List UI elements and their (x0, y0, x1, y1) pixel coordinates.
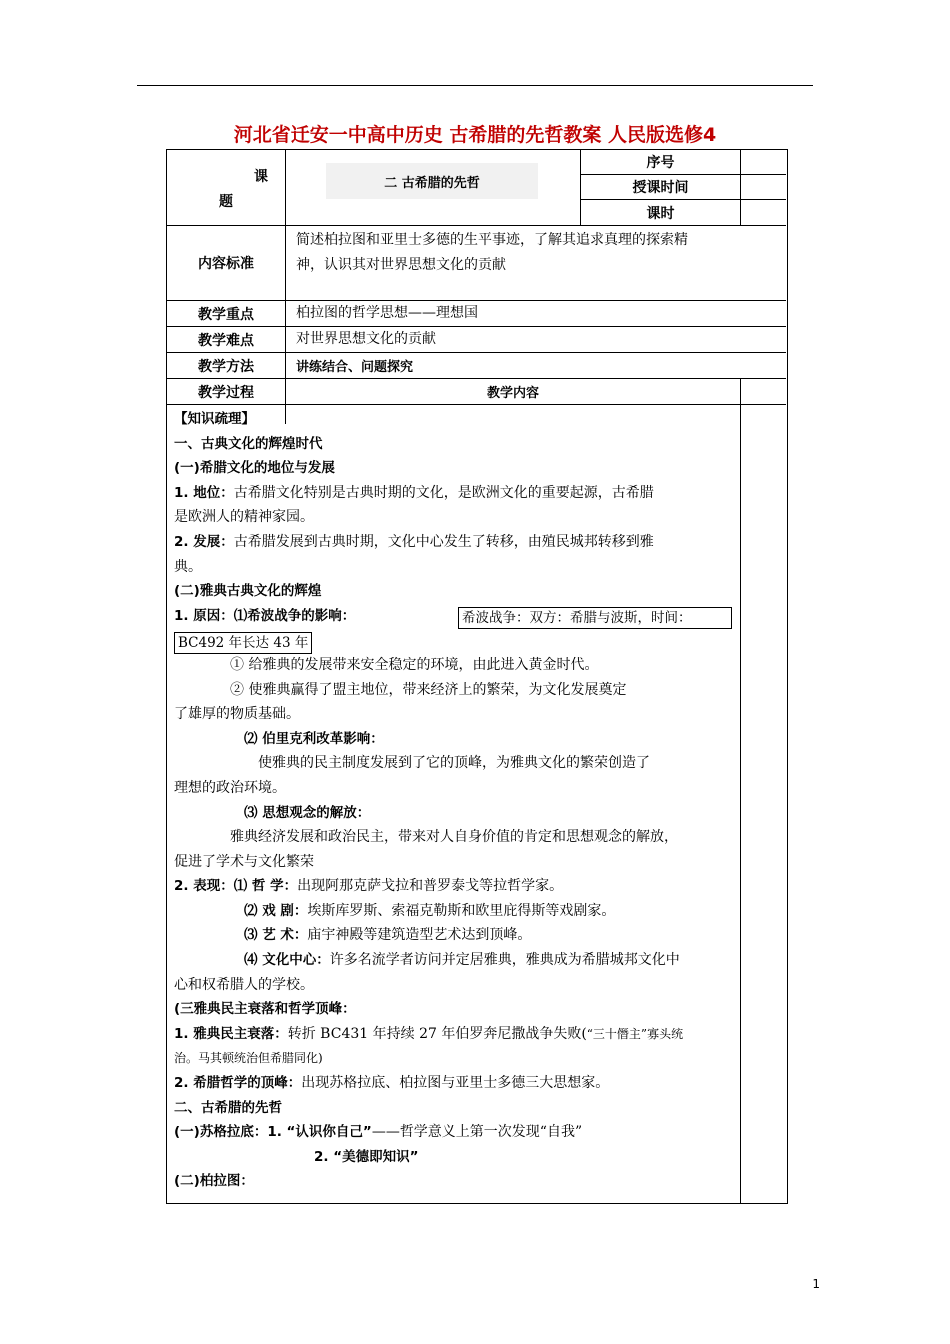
heading-classical-era: 一、古典文化的辉煌时代 (174, 435, 323, 452)
lesson-time-label: 授课时间 (632, 180, 689, 196)
lesson-title: 二 古希腊的先哲 (384, 175, 480, 191)
text-line: 了雄厚的物质基础。 (174, 706, 300, 723)
greco-persian-war-note: 希波战争：双方：希腊与波斯，时间： (458, 607, 732, 629)
teaching-difficulty-text: 对世界思想文化的贡献 (296, 331, 436, 347)
text-line: 2. 希腊哲学的顶峰：出现苏格拉底、柏拉图与亚里士多德三大思想家。 (174, 1075, 610, 1092)
content-standard-label: 内容标准 (198, 256, 254, 272)
text-line: 2. 表现：⑴ 哲 学：出现阿那克萨戈拉和普罗泰戈等拉哲学家。 (174, 878, 564, 895)
teaching-difficulty-label: 教学难点 (198, 332, 254, 349)
text-line: 2. 发展：古希腊发展到古典时期，文化中心发生了转移，由殖民城邦转移到雅 (174, 533, 654, 550)
ti-label: 题 (219, 194, 233, 210)
teaching-process-body (174, 407, 738, 1194)
teaching-content-heading: 教学内容 (486, 386, 539, 401)
heading-thought-liberation: ⑶ 思想观念的解放： (244, 804, 371, 821)
text-line: 典。 (174, 558, 202, 575)
teaching-process-label: 教学过程 (198, 384, 254, 401)
heading-greek-sages: 二、古希腊的先哲 (174, 1099, 282, 1116)
text-line: ① 给雅典的发展带来安全稳定的环境，由此进入黄金时代。 (230, 656, 599, 673)
teaching-method-text: 讲练结合、问题探究 (296, 360, 414, 375)
teaching-focus-label: 教学重点 (198, 306, 254, 323)
text-line: ⑵ 戏 剧：埃斯库罗斯、索福克勒斯和欧里庇得斯等戏剧家。 (244, 902, 616, 919)
heading-pericles-reform: ⑵ 伯里克利改革影响： (244, 730, 384, 747)
teaching-focus-text: 柏拉图的哲学思想——理想国 (296, 305, 478, 321)
text-line: 2. “美德即知识” (314, 1148, 419, 1165)
page-number: 1 (812, 1277, 820, 1291)
section-knowledge-review: 【知识疏理】 (174, 411, 255, 427)
text-line: 促进了学术与文化繁荣 (174, 853, 314, 870)
text-line: 使雅典的民主制度发展到了它的顶峰，为雅典文化的繁荣创造了 (258, 755, 650, 772)
text-line: ⑷ 文化中心：许多名流学者访问并定居雅典，雅典成为希腊城邦文化中 (244, 952, 680, 969)
text-line: 1. 雅典民主衰落：转折 BC431 年持续 27 年伯罗奔尼撒战争失败(“三十僭主”寡头统 (174, 1025, 684, 1042)
greco-persian-war-note-duration: BC492 年长达 43 年 (174, 632, 312, 654)
ke-label: 课 (254, 169, 268, 185)
text-line: ② 使雅典赢得了盟主地位，带来经济上的繁荣，为文化发展奠定 (230, 681, 627, 698)
serial-number-label: 序号 (646, 155, 675, 171)
text-line: 理想的政治环境。 (174, 779, 286, 796)
document-title: 河北省迁安一中高中历史 古希腊的先哲教案 人民版选修4 (233, 124, 717, 146)
text-line: ⑶ 艺 术：庙宇神殿等建筑造型艺术达到顶峰。 (244, 927, 532, 944)
heading-athens-glory: (二)雅典古典文化的辉煌 (174, 583, 322, 600)
heading-decline-peak: (三雅典民主衰落和哲学顶峰： (174, 1001, 356, 1018)
heading-plato: (二)柏拉图： (174, 1173, 254, 1190)
text-line: 治。马其顿统治但希腊同化) (174, 1051, 323, 1066)
teaching-method-label: 教学方法 (198, 358, 254, 375)
text-line: 心和权希腊人的学校。 (174, 976, 314, 993)
text-line: 1. 地位：古希腊文化特别是古典时期的文化，是欧洲文化的重要起源，古希腊 (174, 484, 654, 501)
class-hours-label: 课时 (646, 205, 675, 222)
header-rule (137, 85, 813, 86)
text-line: 雅典经济发展和政治民主，带来对人自身价值的肯定和思想观念的解放， (230, 829, 678, 846)
text-line: 是欧洲人的精神家园。 (174, 509, 314, 526)
text-line: (一)苏格拉底：1. “认识你自己”——哲学意义上第一次发现“自我” (174, 1124, 583, 1141)
heading-status-development: (一)希腊文化的地位与发展 (174, 460, 335, 477)
heading-causes: 1. 原因：⑴希波战争的影响： (174, 607, 356, 624)
content-standard-text: 简述柏拉图和亚里士多德的生平事迹，了解其追求真理的探索精 神，认识其对世界思想文化的贡献 (296, 232, 688, 273)
